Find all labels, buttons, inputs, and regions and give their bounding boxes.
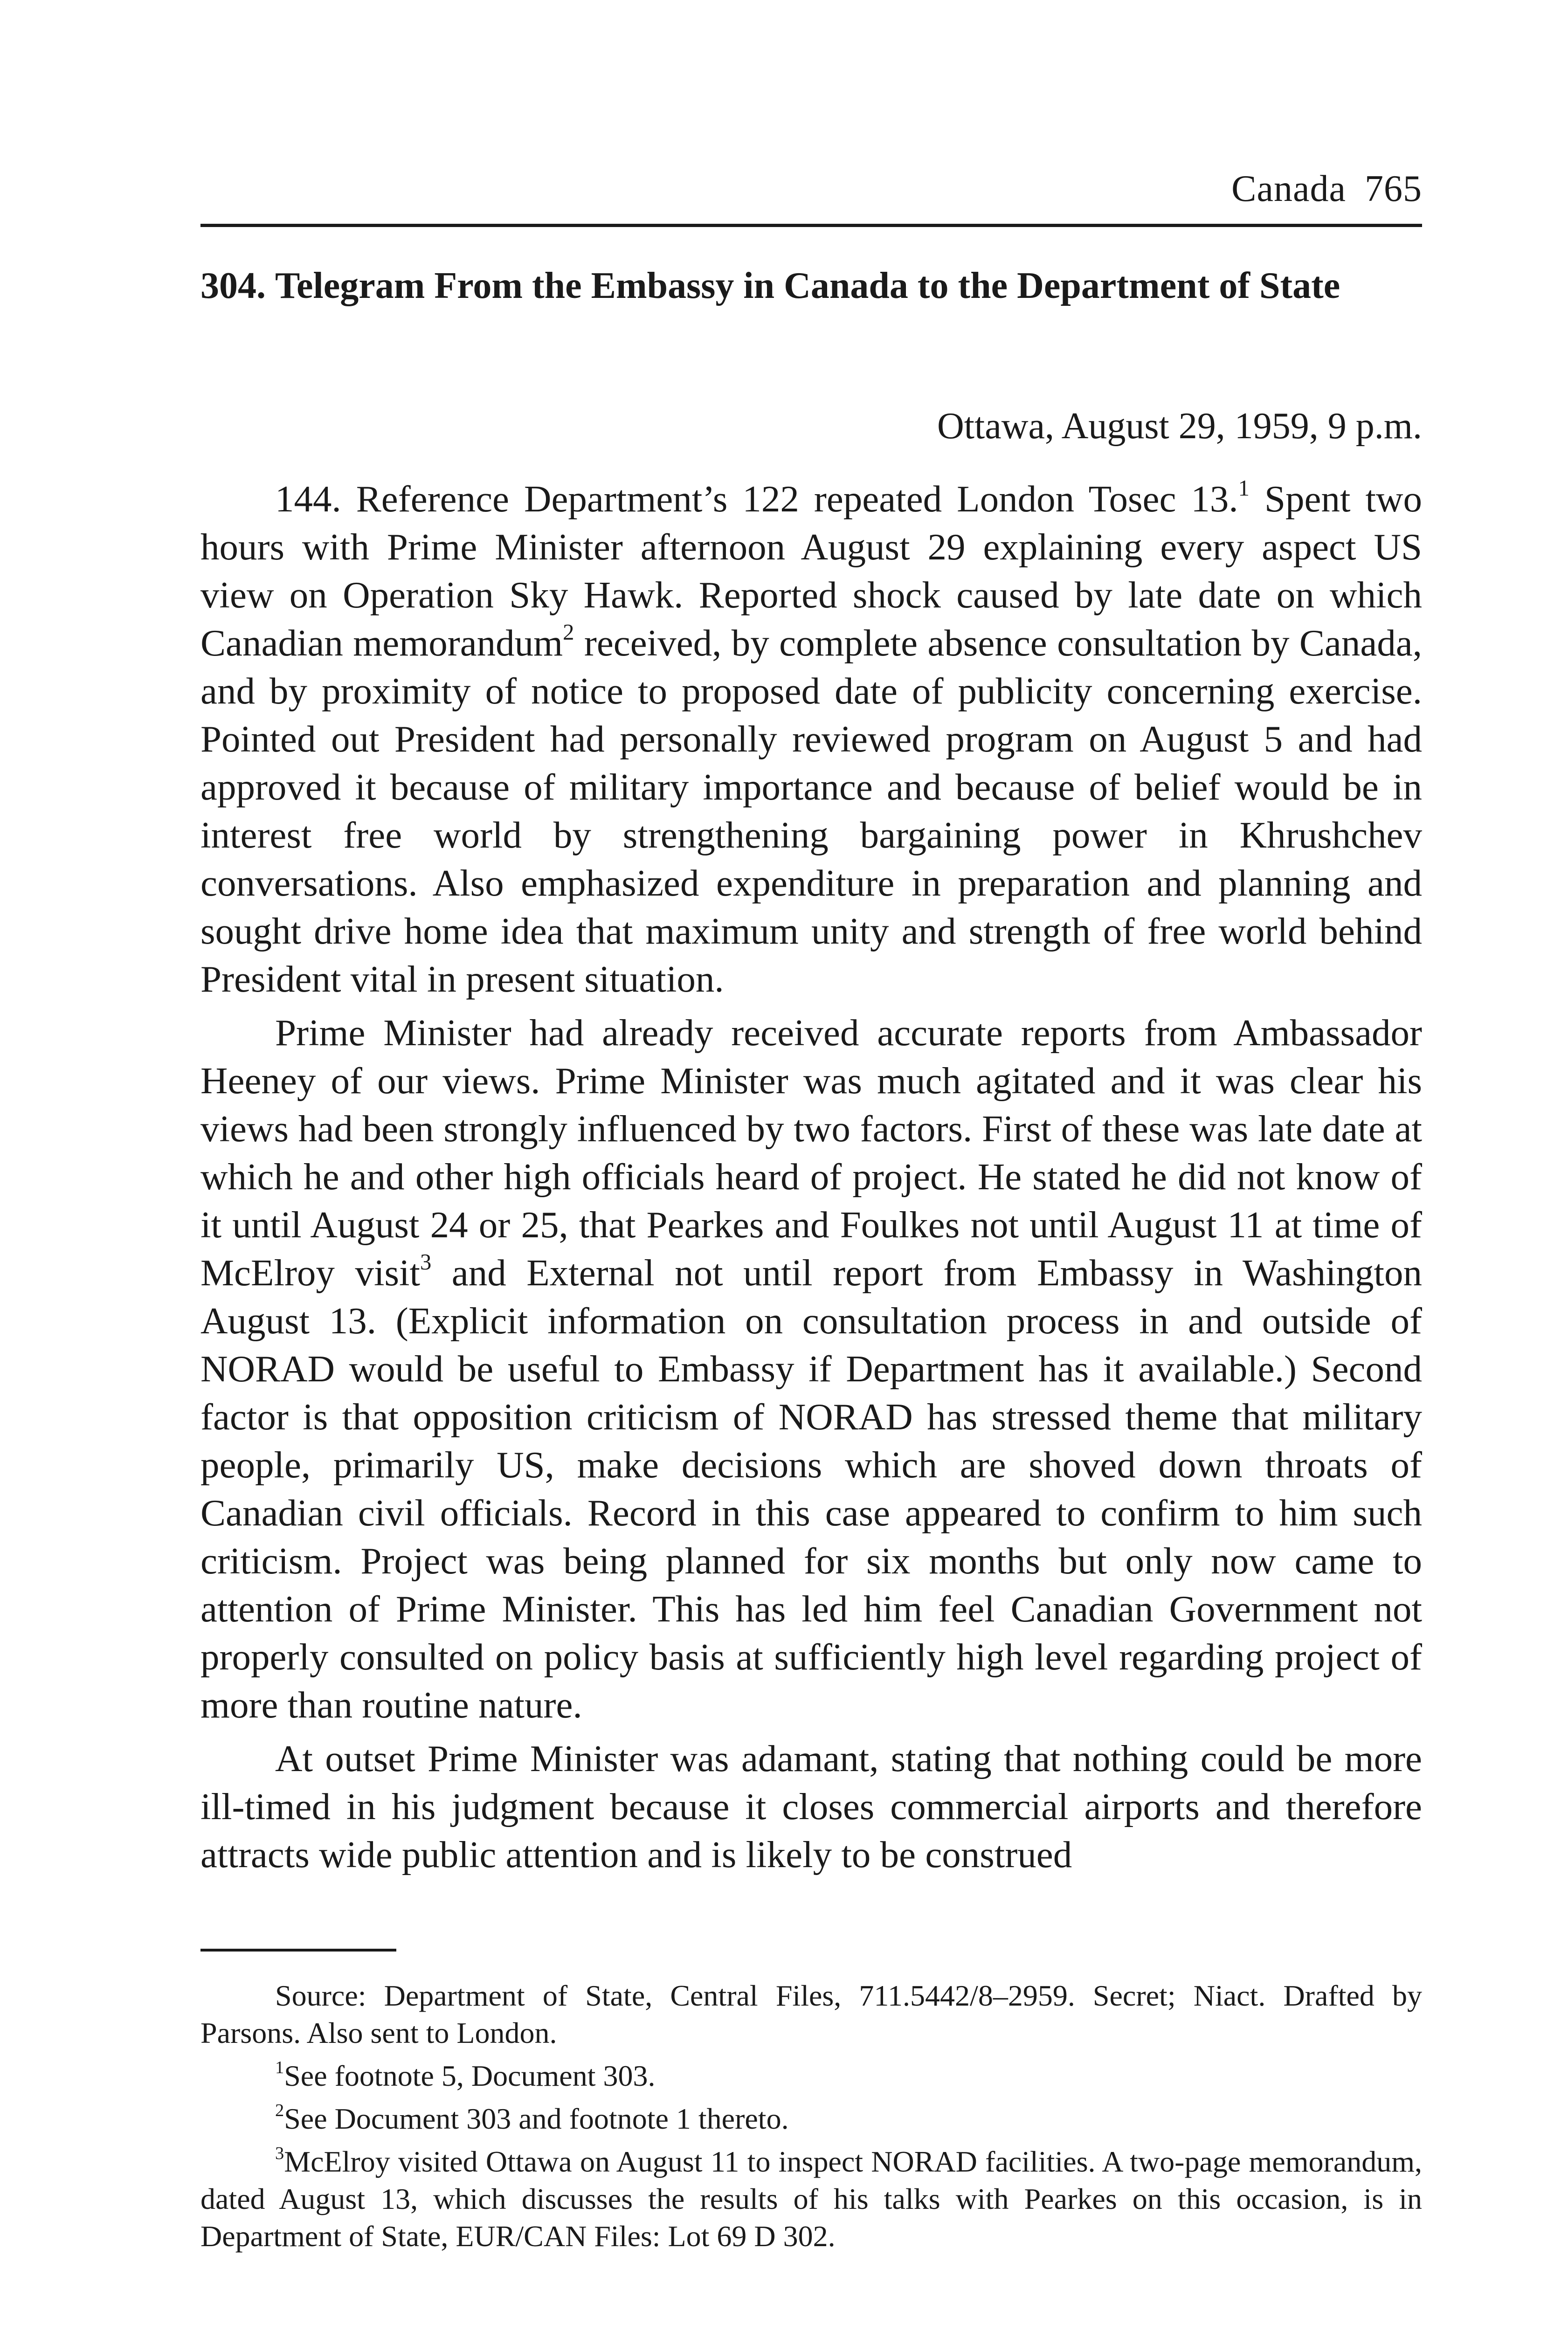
footnote-2-mark: 2 [275,2101,284,2121]
running-head [200,163,1422,214]
paragraph-1-part-a: 144. Reference Department’s 122 repeated London Tosec 13. [275,478,1238,520]
running-head-section: Canada [1231,168,1346,209]
footnote-2-text: See Document 303 and footnote 1 thereto. [284,2102,789,2135]
footnote-rule [200,1949,396,1952]
document-number: 304. [200,265,266,306]
footnote-3 [200,2143,1422,2255]
paragraph-1-part-c: received, by complete absence consultation by Canada, and by proximity of notice to proposed date of publicity concerning exercise. Pointed out President had personally reviewed program on August 5 and had approved it because of military importance and because of belief would be in interest free world by strengthening bargaining power in Khrushchev conversations. Also emphasized expenditure in preparation and planning and sought drive home idea that maximum unity and strength of free world behind President vital in present situation. [200,622,1422,1000]
footnote-3-text: McElroy visited Ottawa on August 11 to inspect NORAD facilities. A two-page memorandum, dated August 13, which discusses the results of his talks with Pearkes on this occasion, is in Department of State, EUR/CAN Files: Lot 69 D 302. [200,2145,1422,2253]
paragraph-2 [200,1009,1422,1729]
page [200,163,1422,2261]
paragraph-3: At outset Prime Minister was adamant, stating that nothing could be more ill-timed in his judgment because it closes commercial airports and therefore attracts wide public attention and is likely to be construed [200,1738,1422,1876]
document-title: Telegram From the Embassy in Canada to the Department of State [275,265,1340,306]
document-heading [200,260,1422,312]
footnotes [200,1977,1422,2255]
source-note: Source: Department of State, Central Files, 711.5442/8–2959. Secret; Niact. Drafted by Parsons. Also sent to London. [200,1979,1422,2049]
footnote-1-mark: 1 [275,2058,284,2078]
footnote-2 [200,2100,1422,2138]
page-number: 765 [1365,168,1422,209]
footnote-ref-3: 3 [420,1249,432,1275]
paragraph-2-part-a: Prime Minister had already received accurate reports from Ambassador Heeney of our views. Prime Minister was much agitated and it was clear his views had been strongly influenced by two factors. First of these was late date at which he and other high officials heard of project. He stated he did not know of it until August 24 or 25, that Pearkes and Foulkes not until August 11 at time of McElroy visit [200,1012,1422,1294]
footnote-1-text: See footnote 5, Document 303. [284,2059,656,2092]
dateline: Ottawa, August 29, 1959, 9 p.m. [937,406,1422,447]
header-rule [200,224,1422,227]
footnote-ref-2: 2 [563,619,574,645]
footnote-1 [200,2057,1422,2095]
paragraph-1 [200,475,1422,1003]
footnote-ref-1: 1 [1238,475,1250,501]
footnote-3-mark: 3 [275,2144,284,2164]
paragraph-1-part-b: Spent two hours with Prime Minister afternoon August 29 explaining every aspect US view on Operation Sky Hawk. Reported shock caused by late date on which Canadian memorandum [200,478,1422,664]
paragraph-2-part-b: and External not until report from Embassy in Washington August 13. (Explicit information on consultation process in and outside of NORAD would be useful to Embassy if Department has it available.) Second factor is that opposition criticism of NORAD has stressed theme that military people, primarily US, make decisions which are shoved down throats of Canadian civil officials. Record in this case appeared to confirm to him such criticism. Project was being planned for six months but only now came to attention of Prime Minister. This has led him feel Canadian Government not properly consulted on policy basis at sufficiently high level regarding project of more than routine nature. [200,1252,1423,1726]
telegram-body [200,475,1422,1879]
